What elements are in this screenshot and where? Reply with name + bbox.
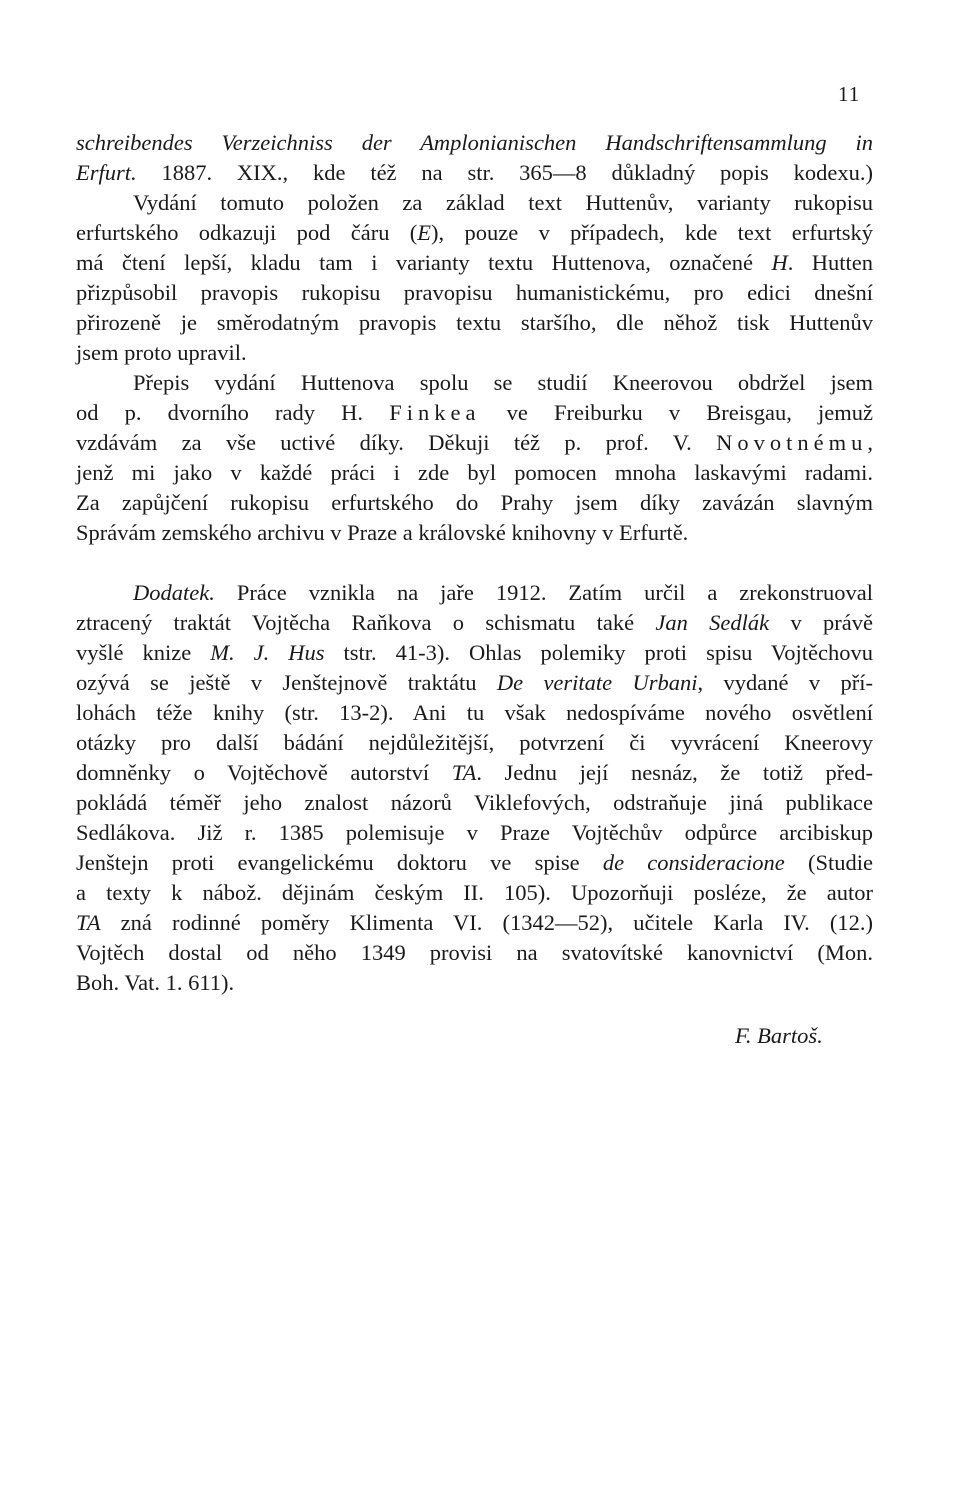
text-line: erfurtského odkazuji pod čáru (E), pouze v případech, kde text erfurtský <box>76 220 873 245</box>
text-line: pokládá téměř jeho znalost názorů Viklefových, odstraňuje jiná publikace <box>76 790 873 815</box>
text-line: Za zapůjčení rukopisu erfurtského do Prahy jsem díky zavázán slavným <box>76 490 873 515</box>
text-line: otázky pro další bádání nejdůležitější, potvrzení či vyvrácení Kneerovy <box>76 730 873 755</box>
body-text <box>76 128 873 998</box>
text-line: vyšlé knize M. J. Hus tstr. 41-3). Ohlas polemiky proti spisu Vojtěchovu <box>76 640 874 665</box>
text-line: přirozeně je směrodatným pravopis textu staršího, dle něhož tisk Huttenův <box>76 310 873 335</box>
text-line: od p. dvorního rady H. Finkea ve Freiburku v Breisgau, jemuž <box>76 400 873 425</box>
text-line: Vydání tomuto položen za základ text Huttenův, varianty rukopisu <box>133 190 873 215</box>
text-line: přizpůsobil pravopis rukopisu pravopisu humanistickému, pro edici dnešní <box>76 280 873 305</box>
text-line: Boh. Vat. 1. 611). <box>76 970 235 995</box>
text-line: Přepis vydání Huttenova spolu se studií Kneerovou obdržel jsem <box>133 370 873 395</box>
text-line: Dodatek. Práce vznikla na jaře 1912. Zatím určil a zrekonstruoval <box>133 580 873 605</box>
text-line: Správám zemského archivu v Praze a královské knihovny v Erfurtě. <box>76 520 689 545</box>
text-line: má čtení lepší, kladu tam i varianty textu Huttenova, označené H. Hutten <box>76 250 873 275</box>
text-line: TA zná rodinné poměry Klimenta VI. (1342—52), učitele Karla IV. (12.) <box>76 910 873 935</box>
text-line: ztracený traktát Vojtěcha Raňkova o schismatu také Jan Sedlák v právě <box>76 610 873 635</box>
text-line: jsem proto upravil. <box>76 340 247 365</box>
text-line: a texty k nábož. dějinám českým II. 105). Upozorňuji posléze, že autor <box>76 880 873 905</box>
text-line: Vojtěch dostal od něho 1349 provisi na svatovítské kanovnictví (Mon. <box>76 940 873 965</box>
signature: F. Bartoš. <box>735 1023 823 1048</box>
text-line: Jenštejn proti evangelickému doktoru ve spise de consideracione (Studie <box>76 850 873 875</box>
text-line: Erfurt. 1887. XIX., kde též na str. 365—8 důkladný popis kodexu.) <box>76 160 873 185</box>
text-line: ozývá se ještě v Jenštejnově traktátu De veritate Urbani, vydané v pří- <box>76 670 873 695</box>
text-line: schreibendes Verzeichniss der Amplonianischen Handschriftensammlung in <box>76 130 873 155</box>
text-line: domněnky o Vojtěchově autorství TA. Jednu její nesnáz, že totiž před- <box>76 760 873 785</box>
paragraph-gap <box>76 548 873 578</box>
text-line: lohách téže knihy (str. 13-2). Ani tu však nedospíváme nového osvětlení <box>76 700 873 725</box>
page-number: 11 <box>838 82 861 106</box>
text-line: jenž mi jako v každé práci i zde byl pomocen mnoha laskavými radami. <box>76 460 873 485</box>
text-line: Sedlákova. Již r. 1385 polemisuje v Praze Vojtěchův odpůrce arcibiskup <box>76 820 873 845</box>
text-line: vzdávám za vše uctivé díky. Děkuji též p. prof. V. Novotnému, <box>76 430 873 455</box>
